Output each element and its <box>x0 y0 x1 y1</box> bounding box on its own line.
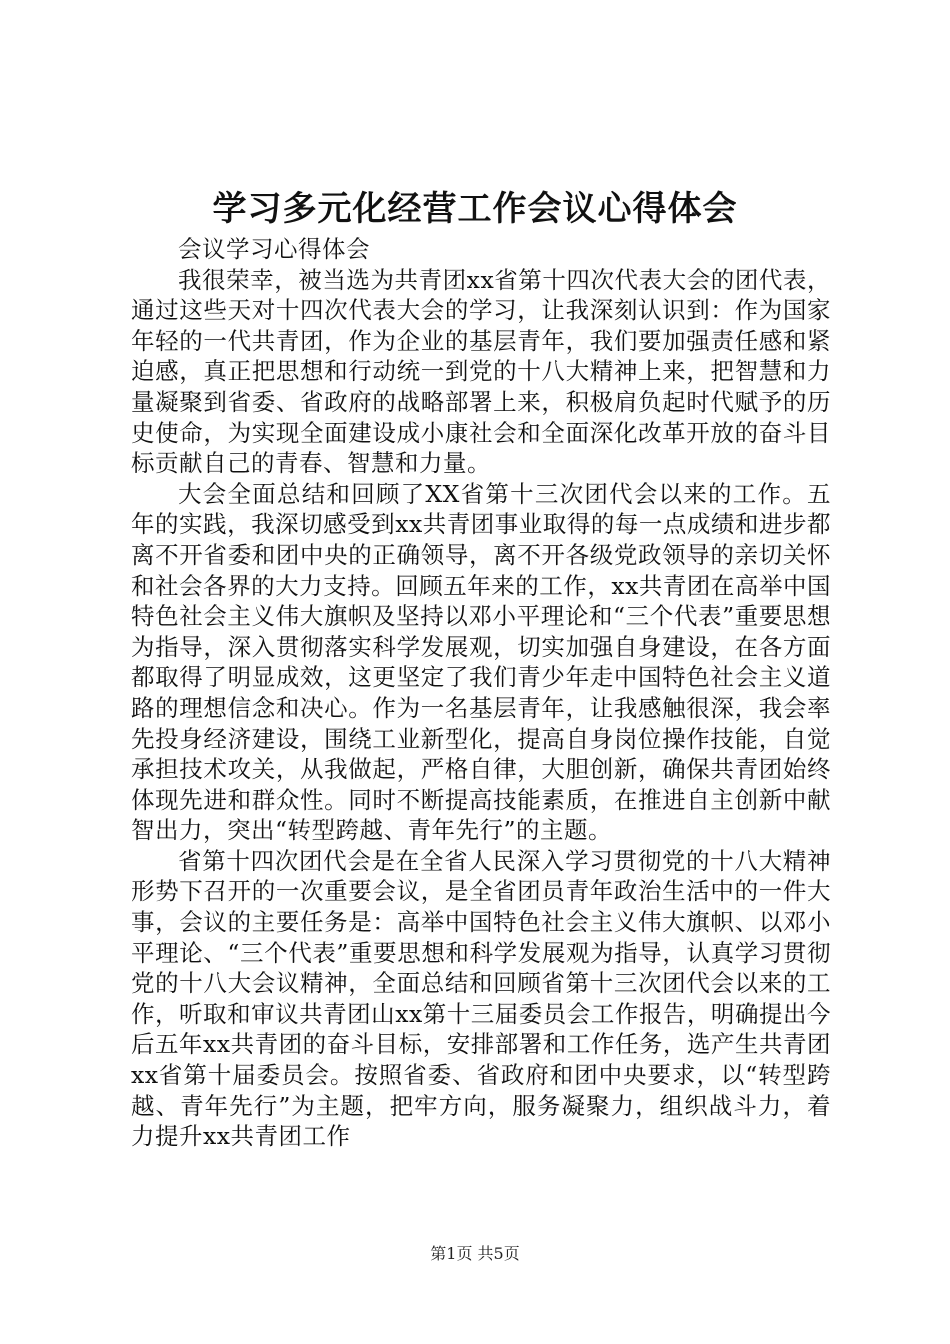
document-body <box>131 234 831 1152</box>
document-title: 学习多元化经营工作会议心得体会 <box>212 189 738 229</box>
paragraph-subtitle: 会议学习心得体会 <box>178 235 370 263</box>
paragraph: 大会全面总结和回顾了XX省第十三次团代会以来的工作。五年的实践，我深切感受到xx共青团事业取得的每一点成绩和进步都离不开省委和团中央的正确领导，离不开各级党政领导的亲切关怀和社会各界的大力支持。回顾五年来的工作，xx共青团在高举中国特色社会主义伟大旗帜及坚持以邓小平理论和“三个代表”重要思想为指导，深入贯彻落实科学发展观，切实加强自身建设，在各方面都取得了明显成效，这更坚定了我们青少年走中国特色社会主义道路的理想信念和决心。作为一名基层青年，让我感触很深，我会率先投身经济建设，围绕工业新型化，提高自身岗位操作技能，自觉承担技术攻关，从我做起，严格自律，大胆创新，确保共青团始终体现先进和群众性。同时不断提高技能素质，在推进自主创新中献智出力，突出“转型跨越、青年先行”的主题。 <box>131 479 831 845</box>
page-footer: 第1页 共5页 <box>430 1244 520 1263</box>
paragraph: 省第十四次团代会是在全省人民深入学习贯彻党的十八大精神形势下召开的一次重要会议，是全省团员青年政治生活中的一件大事，会议的主要任务是：高举中国特色社会主义伟大旗帜、以邓小平理论、“三个代表”重要思想和科学发展观为指导，认真学习贯彻党的十八大会议精神，全面总结和回顾省第十三次团代会以来的工作，听取和审议共青团山xx第十三届委员会工作报告，明确提出今后五年xx共青团的奋斗目标，安排部署和工作任务，选产生共青团xx省第十届委员会。按照省委、省政府和团中央要求，以“转型跨越、青年先行”为主题，把牢方向，服务凝聚力，组织战斗力，着力提升xx共青团工作 <box>131 846 831 1151</box>
paragraph: 我很荣幸，被当选为共青团xx省第十四次代表大会的团代表，通过这些天对十四次代表大会的学习，让我深刻认识到：作为国家年轻的一代共青团，作为企业的基层青年，我们要加强责任感和紧迫感，真正把思想和行动统一到党的十八大精神上来，把智慧和力量凝聚到省委、省政府的战略部署上来，积极肩负起时代赋予的历史使命，为实现全面建设成小康社会和全面深化改革开放的奋斗目标贡献自己的青春、智慧和力量。 <box>131 265 831 478</box>
